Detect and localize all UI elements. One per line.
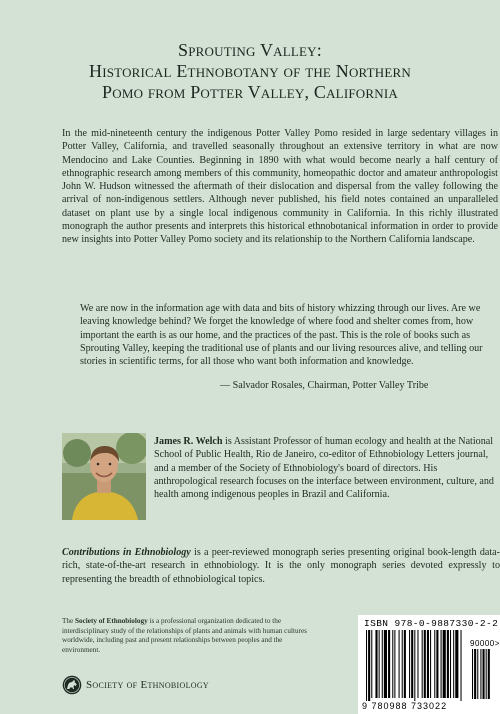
barcode-bar <box>422 630 423 698</box>
barcode-bar <box>388 630 390 698</box>
barcode-addon-bar <box>486 649 487 699</box>
society-desc-text: is a professional organization dedicated to the interdisciplinary study of the relationships of plants and animals with human cultures worldwide, including past and present relationships between peoples and the environment. <box>62 617 307 654</box>
series-description <box>62 546 500 586</box>
author-name: James R. Welch <box>154 436 223 447</box>
barcode-bar <box>399 630 400 698</box>
barcode-bar <box>450 630 451 698</box>
barcode-bar <box>441 630 442 698</box>
barcode-bar <box>417 630 418 698</box>
series-desc-text: is a peer-reviewed monograph series presenting original book-length data-rich, state-of-the-art research in ethnobiology. It is the only monograph series devoted expressly to representing the breadth of ethnobiological topics. <box>62 547 500 585</box>
barcode-bar <box>455 630 458 698</box>
barcode-digits: 9 780988 733022 <box>362 701 448 711</box>
price-code: 90000> <box>470 639 500 648</box>
horse-icon <box>62 675 82 695</box>
barcode-bar <box>404 630 406 698</box>
title-line-3: Pomo from Potter Valley, California <box>102 82 398 102</box>
series-name: Contributions in Ethnobiology <box>62 547 191 558</box>
book-title <box>0 40 500 103</box>
barcode-bar <box>371 630 372 698</box>
barcode-bar <box>447 630 449 698</box>
barcode-addon-bar <box>474 649 476 699</box>
society-name: Society of Ethnobiology <box>74 617 148 625</box>
barcode-bar <box>461 630 462 701</box>
title-line-1: Sprouting Valley: <box>178 40 322 60</box>
society-description <box>62 617 312 655</box>
title-line-2: Historical Ethnobotany of the Northern <box>89 61 411 81</box>
barcode-bar <box>443 630 446 698</box>
barcode-addon-bar <box>483 649 485 699</box>
barcode-bar <box>366 630 367 701</box>
barcode-bar <box>434 630 435 698</box>
author-bio-text: is Assistant Professor of human ecology and health at the National School of Public Health, Rio de Janeiro, co-editor of Ethnobiology Letters journal, and a member of the Society of Ethnobiology's board of directors. His anthropological research focuses on the interface between environment, culture, and health among indigenous peoples in Brazil and California. <box>154 436 494 501</box>
isbn-number: ISBN 978-0-9887330-2-2 <box>364 618 499 629</box>
barcode-bar <box>402 630 403 698</box>
barcode-bar <box>394 630 395 698</box>
barcode-bar <box>414 630 415 701</box>
society-logo <box>62 674 209 696</box>
endorsement-quote: We are now in the information age with data and bits of history whizzing through our lives. Are we leaving knowledge behind? We forget the knowledge of where food and shelter comes from, how important the earth is as our home, and the practices of the past. This is the role of books such as Sprouting Valley, keeping the traditional use of plants and our living resources alive, and telling our stories in scientific terms, for all those who want both information and knowledge. <box>80 303 483 368</box>
barcode-bar <box>392 630 393 698</box>
barcode-bar <box>368 630 370 701</box>
barcode-bar <box>379 630 380 698</box>
barcode-bars <box>358 615 500 714</box>
barcode-addon-bar <box>480 649 481 699</box>
barcode-bar <box>409 630 410 698</box>
barcode-bar <box>430 630 431 698</box>
isbn-barcode <box>358 615 500 714</box>
barcode-addon-bar <box>488 649 490 699</box>
barcode-bar <box>427 630 429 698</box>
author-bio <box>154 435 500 501</box>
barcode-bar <box>411 630 413 698</box>
barcode-bar <box>375 630 377 698</box>
barcode-bar <box>436 630 438 698</box>
author-photo <box>62 433 146 520</box>
society-desc-pre: The <box>62 617 75 625</box>
book-description: In the mid-nineteenth century the indigenous Potter Valley Pomo resided in large sedentary villages in Potter Valley, California, and travelled seasonally throughout an extensive territory in what are now Mendocino and Lake Counties. Beginning in 1890 with what would become nearly a half century of ethnographic research among members of this community, homeopathic doctor and amateur anthropologist John W. Hudson witnessed the aftermath of their dislocation and dispersal from the valley following the arrival of non-indigenous settlers. Although never published, his field notes contained an unparalleled dataset on plant use by a single local indigenous community in California. In this richly illustrated monograph the author presents and interprets this historical ethnobotanical information in order to provide new insights into Potter Valley Pomo society and its relationship to the Northern California landscape. <box>62 128 498 246</box>
barcode-addon-bar <box>472 649 473 699</box>
barcode-addon-bar <box>477 649 478 699</box>
barcode-bar <box>424 630 426 698</box>
author-portrait-image <box>62 433 146 520</box>
barcode-bar <box>453 630 454 698</box>
quote-attribution: — Salvador Rosales, Chairman, Potter Valley Tribe <box>220 380 429 391</box>
barcode-bar <box>384 630 387 698</box>
society-logo-text: Society of Ethnobiology <box>86 679 210 691</box>
barcode-bar <box>382 630 383 698</box>
